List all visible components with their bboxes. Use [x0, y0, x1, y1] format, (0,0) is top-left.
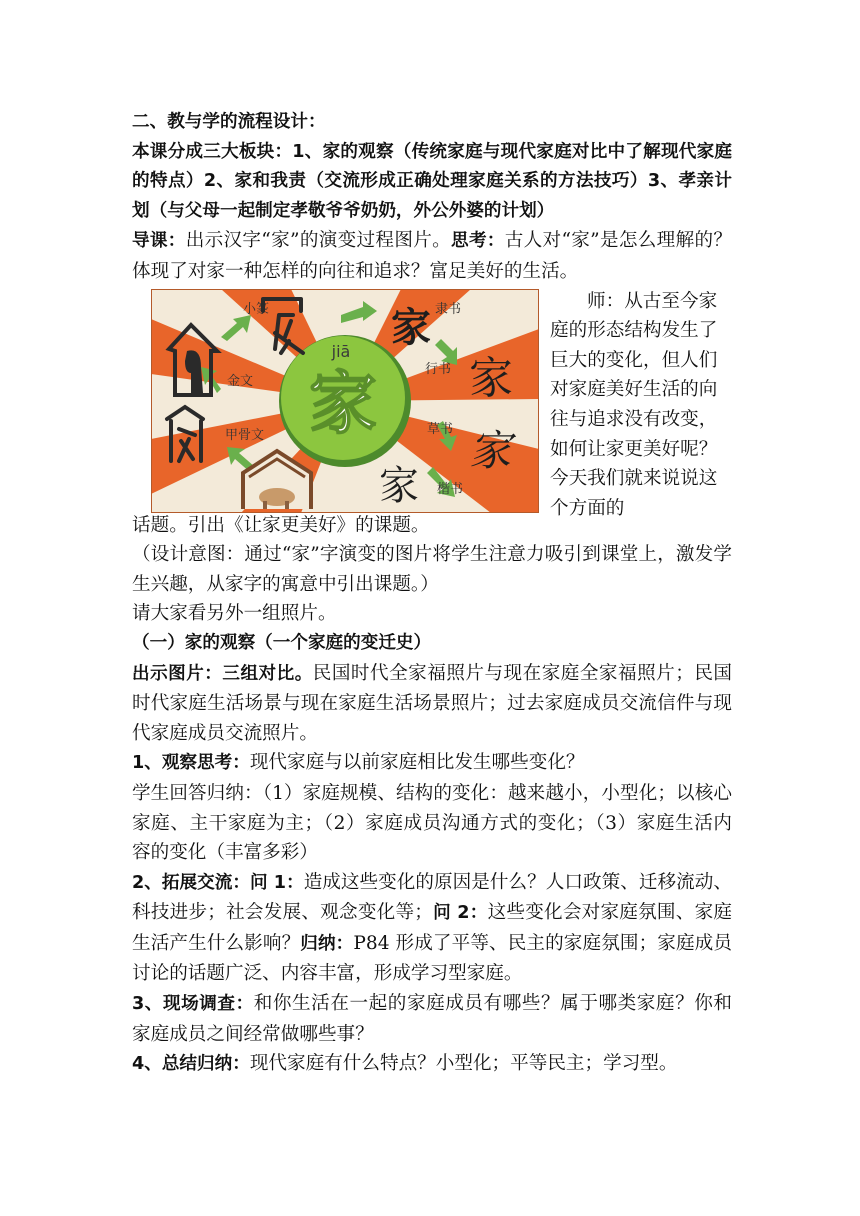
item2-sum-label: 归纳： — [300, 933, 354, 954]
intro-paragraph — [132, 226, 732, 286]
item3-paragraph — [132, 989, 732, 1049]
design-intent: （设计意图：通过“家”字演变的图片将学生注意力吸引到课堂上，激发学生兴趣，从家字的寓意中引出课题。） — [132, 544, 732, 595]
label-kaishu: 楷书 — [437, 481, 464, 497]
intro-text-1: 出示汉字“家”的演变过程图片。 — [185, 230, 452, 252]
item4-text: 现代家庭有什么特点？小型化；平等民主；学习型。 — [249, 1053, 678, 1075]
label-caoshu: 草书 — [427, 421, 454, 437]
teacher-side-content: 师：从古至今家庭的形态结构发生了巨大的变化，但人们对家庭美好生活的向往与追求没有改变，如何让家更美好呢？今天我们就来说说这个方面的 — [550, 290, 718, 519]
label-xingshu: 行书 — [425, 361, 452, 377]
part1-title: （一）家的观察（一个家庭的变迁史） — [132, 632, 432, 653]
document-body — [132, 108, 732, 1080]
intro-text-2: 古人对“家”是怎么理解的？体现了对家一种怎样的向往和追求？富足美好的生活。 — [132, 230, 732, 282]
teacher-continuation: 话题。引出《让家更美好》的课题。 — [132, 514, 430, 536]
lishu-char: 家 — [391, 304, 431, 351]
item3-label: 3、现场调查： — [132, 994, 254, 1015]
section-title: 二、教与学的流程设计： — [132, 112, 326, 132]
item3-text: 和你生活在一起的家庭成员有哪些？属于哪类家庭？你和家庭成员之间经常做哪些事？ — [132, 993, 732, 1045]
jia-evolution-illustration — [151, 289, 539, 513]
show-paragraph — [132, 659, 732, 749]
center-jia-char: 家 — [308, 364, 378, 444]
item1-paragraph — [132, 748, 732, 779]
photos-intro: 请大家看另外一组照片。 — [132, 603, 337, 625]
item4-paragraph — [132, 1049, 732, 1080]
intro-label: 导课： — [132, 231, 186, 252]
item2-sum-text: P84 形成了平等、民主的家庭氛围；家庭成员讨论的话题广泛、内容丰富，形成学习型家庭。 — [132, 932, 732, 985]
caoshu-char: 家 — [469, 425, 512, 475]
teacher-side-text — [550, 287, 732, 524]
item1-answer: 学生回答归纳：（1）家庭规模、结构的变化：越来越小，小型化；以核心家庭、主干家庭为主；（2）家庭成员沟通方式的变化；（3）家庭生活内容的变化（丰富多彩） — [132, 782, 732, 864]
xingshu-char: 家 — [469, 352, 513, 404]
item1-text: 现代家庭与以前家庭相比发生哪些变化？ — [249, 752, 585, 774]
item2-q1-text: 造成这些变化的原因是什么？人口政策、迁移流动、科技进步；社会发展、观念变化等； — [132, 871, 732, 924]
pinyin-label: jiā — [331, 341, 351, 361]
item2-paragraph — [132, 868, 732, 989]
show-text: 民国时代全家福照片与现在家庭全家福照片；民国时代家庭生活场景与现在家庭生活场景照片；过去家庭成员交流信件与现代家庭成员交流照片。 — [132, 662, 732, 744]
item2-q1-label: 问 1： — [250, 872, 304, 893]
item2-q2-text: 这些变化会对家庭氛围、家庭生活产生什么影响？ — [132, 902, 732, 954]
figure-row — [132, 287, 732, 519]
kaishu-char: 家 — [379, 462, 419, 509]
label-xiaozhuan: 小篆 — [243, 301, 270, 317]
jia-evolution-figure — [151, 289, 539, 513]
item1-label: 1、观察思考： — [132, 753, 250, 774]
label-lishu: 隶书 — [435, 301, 462, 317]
item2-label: 2、拓展交流： — [132, 872, 251, 893]
overview-paragraph: 本课分成三大板块：1、家的观察（传统家庭与现代家庭对比中了解现代家庭的特点）2、家和我责（交流形成正确处理家庭关系的方法技巧）3、孝亲计划（与父母一起制定孝敬爷爷奶奶，外公外婆的计划） — [132, 141, 732, 221]
item4-label: 4、总结归纳： — [132, 1054, 250, 1075]
think-label: 思考： — [451, 231, 505, 252]
label-jinwen: 金文 — [227, 373, 254, 389]
show-label: 出示图片：三组对比。 — [132, 663, 313, 684]
item2-q2-label: 问 2： — [432, 903, 488, 924]
label-jiaguwen: 甲骨文 — [225, 427, 265, 443]
